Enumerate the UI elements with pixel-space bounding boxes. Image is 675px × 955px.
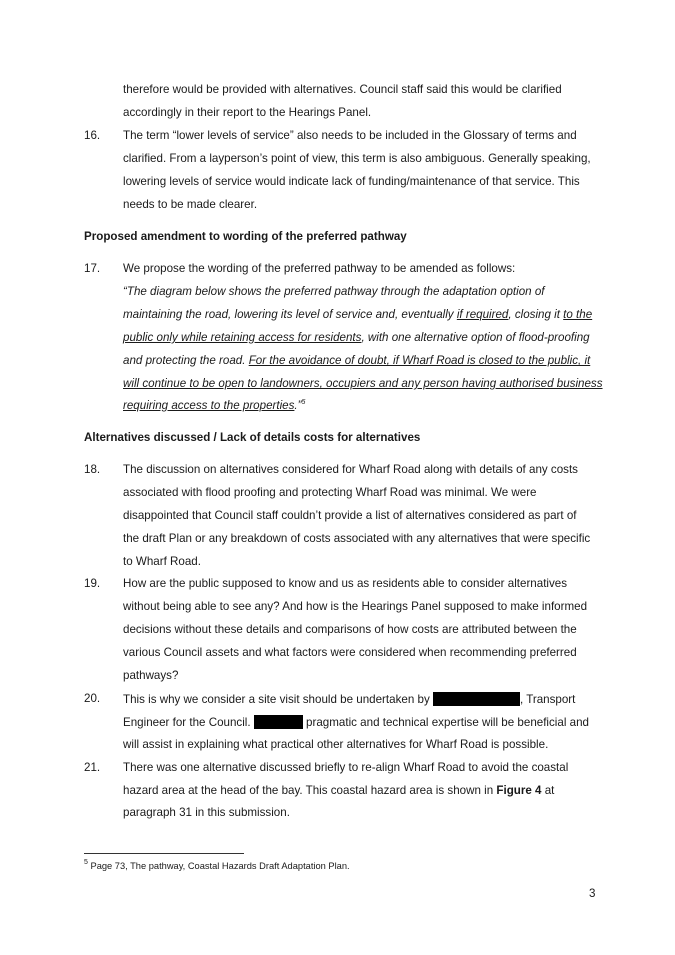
paragraph-line: will assist in explaining what practical other alternatives for Wharf Road is possible. xyxy=(123,738,549,751)
footnote-reference: 5 xyxy=(301,399,306,406)
page-number: 3 xyxy=(589,887,596,900)
paragraph-line: How are the public supposed to know and us as residents able to consider alternatives xyxy=(123,577,568,590)
paragraph-line: without being able to see any? And how is the Hearings Panel supposed to make informed xyxy=(123,600,588,613)
paragraph-line: The term “lower levels of service” also needs to be included in the Glossary of terms and xyxy=(123,129,577,142)
redaction-block xyxy=(433,692,520,706)
footnote: $^5$ Page 73, The pathway, Coastal Hazards Draft Adaptation Plan. xyxy=(84,859,350,871)
paragraph-line: paragraph 31 in this submission. xyxy=(123,806,290,819)
footnote-divider xyxy=(84,853,244,854)
paragraph-line: lowering levels of service would indicate lack of funding/maintenance of that service. This xyxy=(123,175,580,188)
paragraph-number: 20. xyxy=(84,692,101,705)
quote-line: will continue to be open to landowners, occupiers and any person having authorised business xyxy=(123,377,603,390)
paragraph-line: associated with flood proofing and protecting Wharf Road was minimal. We were xyxy=(123,486,537,499)
paragraph-line: There was one alternative discussed briefly to re-align Wharf Road to avoid the coastal xyxy=(123,761,569,774)
paragraph-line: to Wharf Road. xyxy=(123,555,201,568)
paragraph-number: 16. xyxy=(84,129,101,142)
paragraph-line: decisions without these details and comparisons of how costs are attributed between the xyxy=(123,623,577,636)
quote-line: requiring access to the properties.”$^5$ xyxy=(123,399,306,412)
paragraph-number: 18. xyxy=(84,463,101,476)
paragraph-number: 21. xyxy=(84,761,101,774)
paragraph-line: hazard area at the head of the bay. This coastal hazard area is shown in Figure 4 at xyxy=(123,784,555,797)
paragraph-line: needs to be made clearer. xyxy=(123,198,258,211)
quote-line: “The diagram below shows the preferred pathway through the adaptation option of xyxy=(123,285,545,298)
paragraph-line: This is why we consider a site visit should be undertaken by , Transport xyxy=(123,693,576,706)
quote-line: public only while retaining access for residents, with one alternative option of flood-proofing xyxy=(123,331,590,344)
section-heading: Alternatives discussed / Lack of details costs for alternatives xyxy=(84,431,421,444)
paragraph-number: 19. xyxy=(84,577,101,590)
paragraph-line: clarified. From a layperson’s point of view, this term is also ambiguous. Generally speaking, xyxy=(123,152,591,165)
section-heading: Proposed amendment to wording of the preferred pathway xyxy=(84,230,407,243)
paragraph-line: accordingly in their report to the Hearings Panel. xyxy=(123,106,372,119)
redaction-block xyxy=(254,715,303,729)
paragraph-line: We propose the wording of the preferred pathway to be amended as follows: xyxy=(123,262,516,275)
paragraph-line: pathways? xyxy=(123,669,179,682)
paragraph-number: 17. xyxy=(84,262,101,275)
paragraph-line: therefore would be provided with alternatives. Council staff said this would be clarified xyxy=(123,83,562,96)
paragraph-line: disappointed that Council staff couldn’t provide a list of alternatives considered as part of xyxy=(123,509,577,522)
paragraph-line: the draft Plan or any breakdown of costs associated with any alternatives that were specific xyxy=(123,532,591,545)
paragraph-line: Engineer for the Council. pragmatic and technical expertise will be beneficial and xyxy=(123,716,589,729)
paragraph-line: various Council assets and what factors were considered when recommending preferred xyxy=(123,646,577,659)
quote-line: maintaining the road, lowering its level of service and, eventually if required, closing it to the xyxy=(123,308,593,321)
paragraph-line: The discussion on alternatives considered for Wharf Road along with details of any costs xyxy=(123,463,578,476)
quote-line: and protecting the road. For the avoidance of doubt, if Wharf Road is closed to the public, it xyxy=(123,354,591,367)
